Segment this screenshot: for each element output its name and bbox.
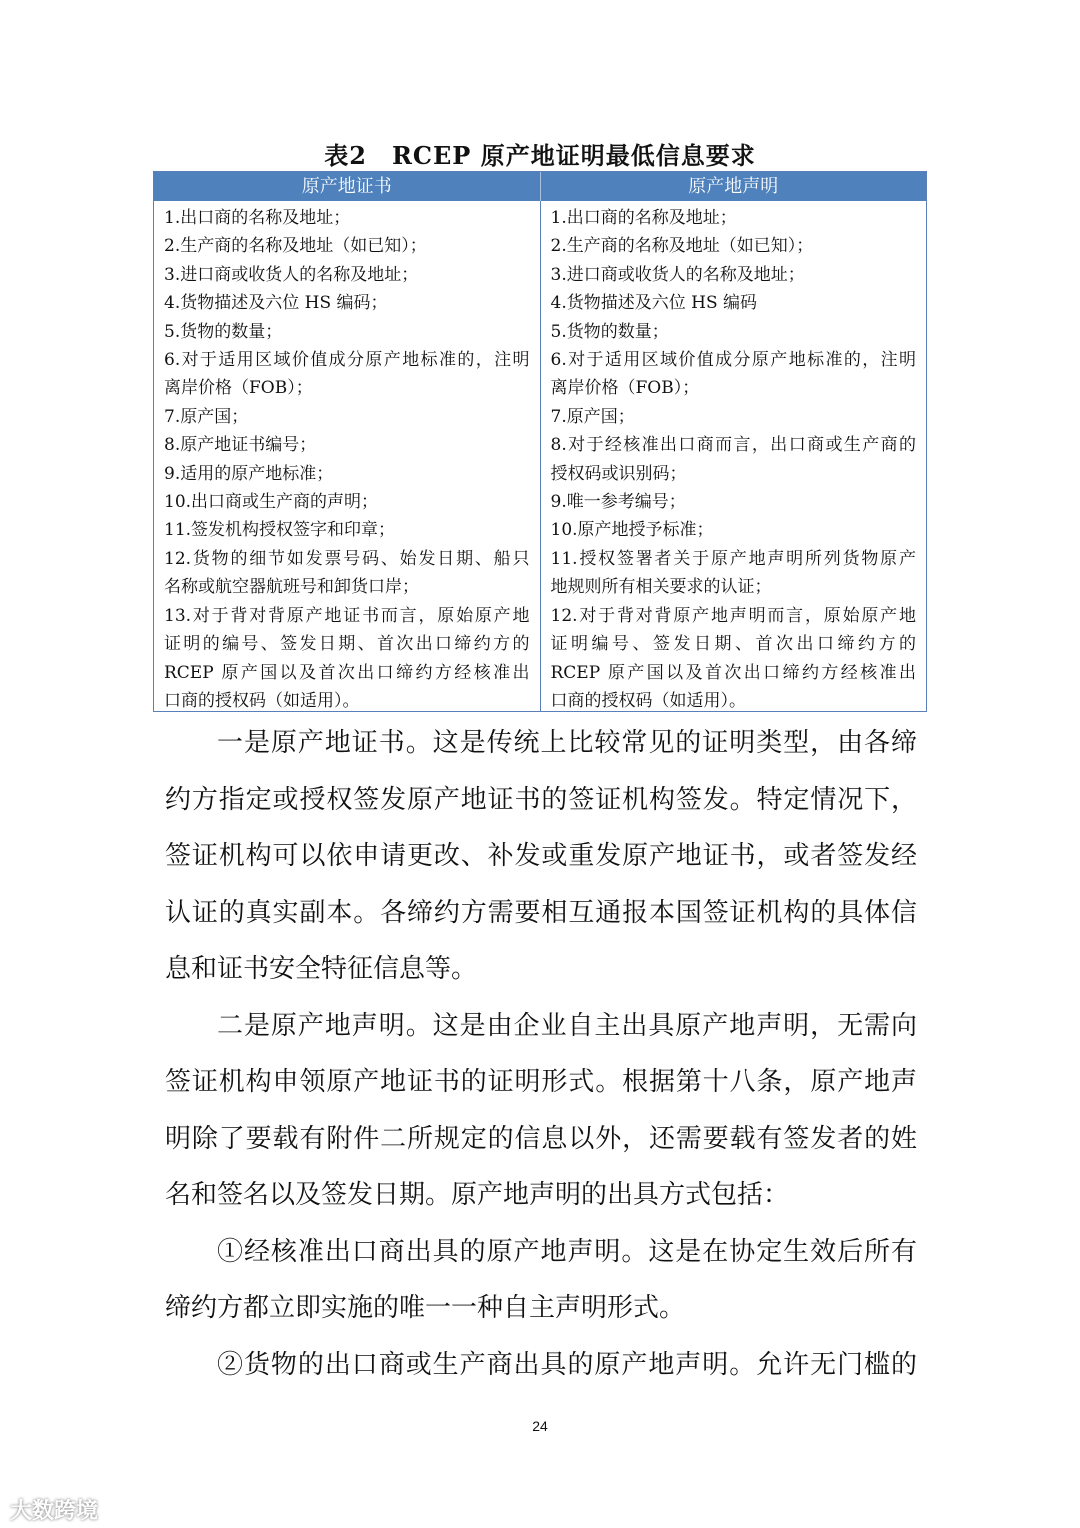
table-line: 地规则所有相关要求的认证；: [550, 577, 772, 598]
paragraph-line: 签证机构可以依申请更改、补发或重发原产地证书，或者签发经: [165, 841, 917, 871]
paragraph: [165, 715, 917, 998]
table-line: 2.生产商的名称及地址（如已知）；: [164, 236, 427, 257]
table-body: [154, 201, 926, 711]
paragraph-line: 二是原产地声明。这是由企业自主出具原产地声明，无需向: [217, 1010, 917, 1041]
table-line: 1.出口商的名称及地址；: [550, 208, 737, 228]
paragraph-line: 息和证书安全特征信息等。: [165, 954, 478, 984]
table-line: 授权码或识别码；: [550, 463, 687, 484]
table-line: 4.货物描述及六位 HS 编码；: [164, 293, 388, 314]
table-line: 3.进口商或收货人的名称及地址；: [550, 264, 805, 285]
table-line: 5.货物的数量；: [550, 321, 669, 342]
table-line: 11.授权签署者关于原产地声明所列货物原产: [550, 548, 916, 569]
certificate-column: [154, 201, 540, 711]
paragraph: [165, 1224, 917, 1337]
paragraph-line: 约方指定或授权签发原产地证书的签证机构签发。特定情况下，: [165, 784, 917, 815]
header-declaration: 原产地声明: [540, 172, 927, 201]
table-line: 9.适用的原产地标准；: [164, 463, 334, 484]
table-line: 11.签发机构授权签字和印章；: [164, 520, 396, 541]
declaration-column: [540, 201, 927, 711]
table-line: 3.进口商或收货人的名称及地址；: [164, 264, 419, 285]
table-line: 口商的授权码（如适用）。: [164, 690, 360, 711]
table-line: 证明编号、签发日期、首次出口缔约方的: [550, 634, 916, 655]
table-line: 13.对于背对背原产地证书而言，原始原产地: [164, 605, 530, 626]
table-line: 10.原产地授予标准；: [550, 520, 714, 541]
paragraph-line: ②货物的出口商或生产商出具的原产地声明。允许无门槛的: [217, 1349, 917, 1380]
table-line: 12.货物的细节如发票号码、始发日期、船只: [164, 548, 530, 569]
paragraph-line: 签证机构申领原产地证书的证明形式。根据第十八条，原产地声: [165, 1067, 917, 1097]
table-header: [154, 172, 926, 201]
paragraph-line: 明除了要载有附件二所规定的信息以外，还需要载有签发者的姓: [165, 1123, 917, 1154]
table-line: 5.货物的数量；: [164, 321, 283, 342]
table-line: 8.对于经核准出口商而言，出口商或生产商的: [550, 435, 916, 456]
paragraph-line: 缔约方都立即实施的唯一一种自主声明形式。: [165, 1293, 686, 1323]
paragraph-line: 一是原产地证书。这是传统上比较常见的证明类型，由各缔: [217, 728, 917, 758]
paragraph-line: ①经核准出口商出具的原产地声明。这是在协定生效后所有: [217, 1236, 917, 1267]
table-line: 证明的编号、签发日期、首次出口缔约方的: [164, 634, 530, 655]
header-certificate: 原产地证书: [301, 176, 392, 197]
requirements-table: [153, 171, 927, 712]
page-number: 24: [532, 1418, 548, 1434]
table-line: 7.原产国；: [164, 406, 249, 427]
table-line: 6.对于适用区域价值成分原产地标准的，注明: [164, 350, 530, 371]
table-line: RCEP 原产国以及首次出口缔约方经核准出: [550, 662, 916, 683]
paragraph: [165, 1337, 917, 1394]
table-line: 9.唯一参考编号；: [550, 492, 686, 513]
table-line: 1.出口商的名称及地址；: [164, 208, 351, 228]
table-line: 口商的授权码（如适用）。: [550, 690, 746, 711]
table-line: 12.对于背对背原产地声明而言，原始原产地: [550, 605, 916, 626]
table-line: RCEP 原产国以及首次出口缔约方经核准出: [164, 662, 530, 683]
paragraph-line: 名和签名以及签发日期。原产地声明的出具方式包括：: [165, 1180, 790, 1210]
table-line: 6.对于适用区域价值成分原产地标准的，注明: [550, 350, 916, 371]
paragraph: [165, 998, 917, 1224]
table-line: 10.出口商或生产商的声明；: [164, 492, 379, 513]
paragraph-line: 认证的真实副本。各缔约方需要相互通报本国签证机构的具体信: [165, 897, 917, 928]
body-text: [165, 715, 917, 1393]
table-line: 名称或航空器航班号和卸货口岸；: [164, 577, 419, 598]
table-line: 8.原产地证书编号；: [164, 435, 317, 456]
table-line: 7.原产国；: [550, 406, 635, 427]
table-line: 离岸价格（FOB）；: [550, 378, 700, 399]
table-title: 表2 RCEP 原产地证明最低信息要求: [324, 141, 756, 170]
watermark-logo: 大数跨境: [10, 1499, 99, 1524]
table-line: 离岸价格（FOB）；: [164, 378, 313, 399]
table-line: 2.生产商的名称及地址（如已知）；: [550, 236, 814, 257]
table-line: 4.货物描述及六位 HS 编码: [550, 293, 757, 314]
